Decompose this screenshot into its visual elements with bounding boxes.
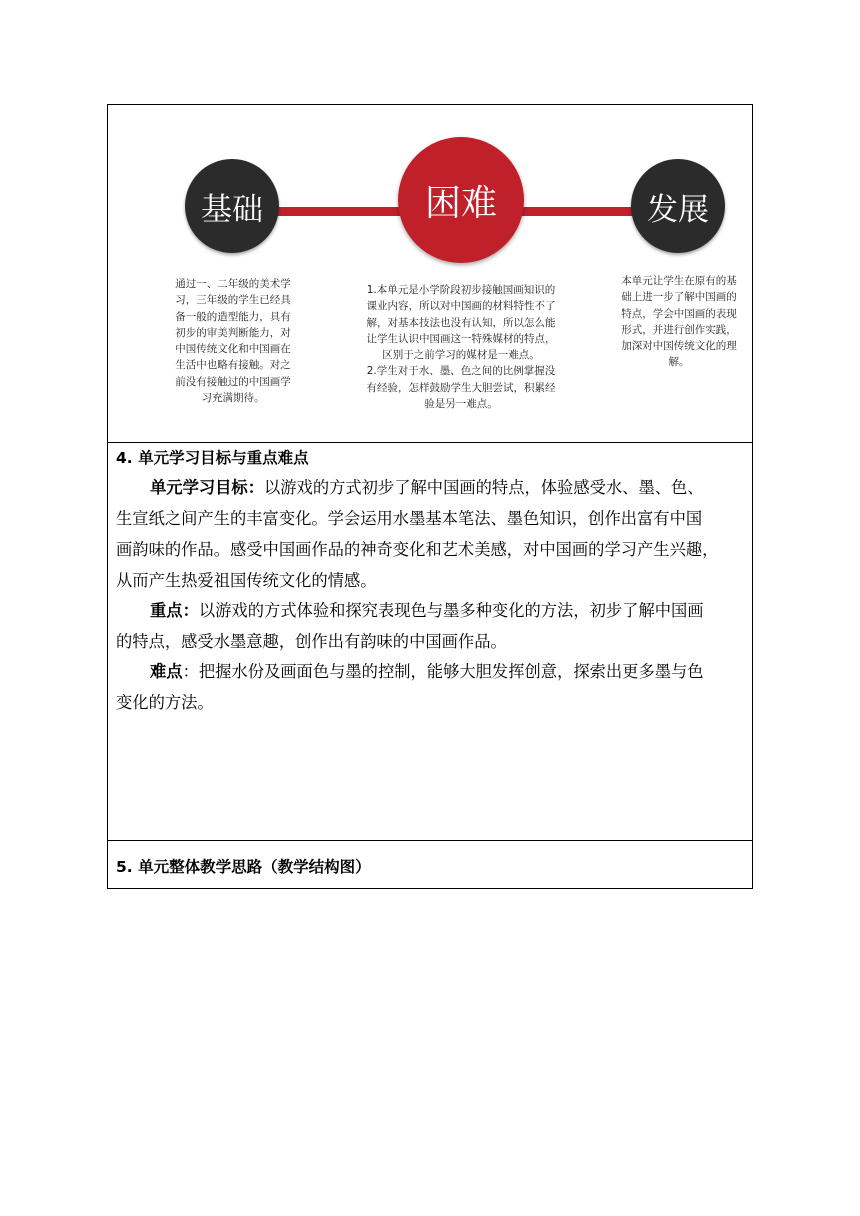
difficulty-node — [398, 137, 524, 263]
desc-line: 前没有接触过的中国画学 — [175, 375, 291, 388]
section-4-title: 4. 单元学习目标与重点难点 — [116, 449, 309, 467]
foundation-description — [168, 276, 298, 406]
row-divider — [108, 442, 752, 443]
desc-line: 形式，并进行创作实践， — [621, 323, 737, 336]
desc-line: 础上进一步了解中国画的 — [621, 291, 737, 304]
desc-line: 本单元让学生在原有的基 — [621, 275, 737, 287]
text-line: 以游戏的方式体验和探究表现色与墨多种变化的方法，初步了解中国画 — [198, 601, 704, 620]
difficulty-label: 困难 — [424, 182, 497, 224]
section-5-title: 5. 单元整体教学思路（教学结构图） — [116, 858, 371, 876]
desc-line: 解。 — [668, 356, 690, 369]
text-line: 变化的方法。 — [116, 693, 214, 712]
development-label: 发展 — [647, 191, 709, 228]
desc-line: 解，对基本技法也没有认知，所以怎么能 — [366, 316, 556, 329]
content-table — [107, 104, 753, 889]
learning-goals-label: 单元学习目标： — [150, 478, 264, 497]
desc-line: 让学生认识中国画这一特殊媒材的特点， — [366, 332, 556, 345]
desc-line: 特点，学会中国画的表现 — [621, 307, 737, 320]
difficulties-label: 难点 — [150, 662, 183, 681]
connector-right — [508, 207, 648, 216]
desc-line: 习充满期待。 — [201, 392, 265, 405]
text-line: ：把握水份及画面色与墨的控制，能够大胆发挥创意，探索出更多墨与色 — [182, 662, 704, 681]
key-points-label: 重点： — [150, 601, 199, 620]
development-description — [614, 273, 744, 371]
desc-line: 通过一、二年级的美术学 — [175, 278, 291, 290]
text-line: 生宣纸之间产生的丰富变化。学会运用水墨基本笔法、墨色知识，创作出富有中国 — [116, 509, 703, 528]
desc-line: 初步的审美判断能力，对 — [175, 326, 291, 339]
development-node — [631, 159, 725, 253]
desc-line: 加深对中国传统文化的理 — [621, 340, 737, 353]
desc-line: 中国传统文化和中国画在 — [175, 343, 291, 356]
unit-analysis-diagram — [108, 105, 752, 443]
text-line: 画韵味的作品。感受中国画作品的神奇变化和艺术美感，对中国画的学习产生兴趣， — [116, 540, 719, 559]
desc-line: 备一般的造型能力，具有 — [175, 310, 291, 323]
desc-line: 有经验，怎样鼓励学生大胆尝试，积累经 — [366, 381, 556, 394]
learning-goals-paragraph — [116, 472, 746, 596]
row-divider — [108, 840, 752, 841]
difficulties-paragraph — [116, 656, 746, 718]
foundation-node — [185, 159, 279, 253]
desc-line: 课业内容，所以对中国画的材料特性不了 — [366, 300, 556, 313]
desc-line: 生活中也略有接触。对之 — [175, 359, 291, 372]
desc-line: 2.学生对于水、墨、色之间的比例掌握没 — [366, 365, 556, 378]
desc-line: 验是另一难点。 — [424, 398, 498, 411]
key-points-paragraph — [116, 595, 746, 657]
foundation-label: 基础 — [201, 191, 263, 228]
text-line: 从而产生热爱祖国传统文化的情感。 — [116, 571, 377, 590]
text-line: 以游戏的方式初步了解中国画的特点，体验感受水、墨、色、 — [263, 478, 704, 497]
desc-line: 习，三年级的学生已经具 — [175, 294, 291, 307]
desc-line: 区别于之前学习的媒材是一难点。 — [382, 349, 540, 362]
difficulty-description — [363, 282, 559, 412]
text-line: 的特点，感受水墨意趣，创作出有韵味的中国画作品。 — [116, 632, 507, 651]
desc-line: 1.本单元是小学阶段初步接触国画知识的 — [366, 284, 556, 296]
